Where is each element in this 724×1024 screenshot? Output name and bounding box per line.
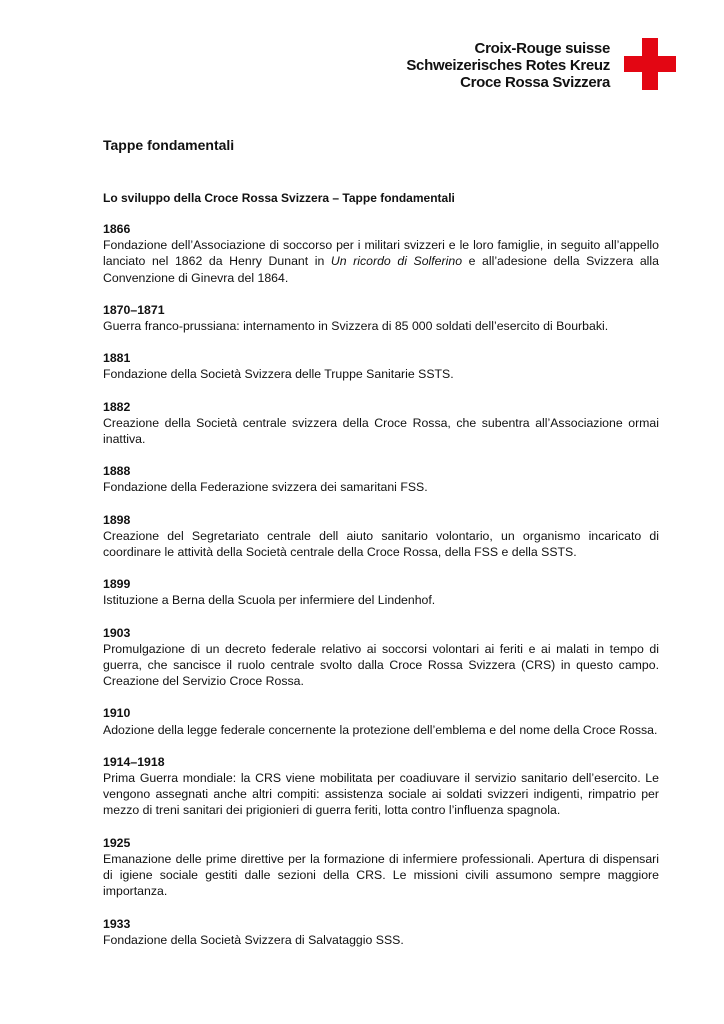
entry-year: 1866 (103, 222, 131, 236)
entry-text (103, 770, 659, 819)
entry-year: 1888 (103, 464, 131, 479)
entry-text (103, 641, 659, 690)
timeline-entry (103, 221, 659, 286)
entry-year: 1914–1918 (103, 754, 165, 769)
entry-text-part: Creazione della Società centrale svizzera della Croce Rossa, che subentra all’Associazione ormai inattiva. (103, 415, 659, 447)
entry-text (103, 415, 659, 447)
timeline-entry (103, 302, 659, 334)
entry-text (103, 318, 659, 334)
entry-text (103, 237, 659, 286)
entry-year: 1870–1871 (103, 302, 165, 317)
entry-year: 1903 (103, 625, 131, 640)
entry-year: 1882 (103, 399, 131, 414)
logo-line-italian: Croce Rossa Svizzera (460, 74, 610, 91)
entry-year: 1910 (103, 706, 131, 721)
timeline-entry (103, 576, 659, 608)
timeline-entry (103, 754, 659, 819)
entry-text (103, 479, 659, 495)
entry-text-part: Fondazione della Società Svizzera di Salvataggio SSS. (103, 932, 404, 947)
entry-text-part: Fondazione della Federazione svizzera dei samaritani FSS. (103, 480, 428, 495)
entry-text-part: Fondazione dell’Associazione di soccorso per i militari svizzeri e le loro famiglie, in seguito all’appello lanciato nel 1862 da Henry Dunant in (103, 238, 659, 269)
timeline-entry (103, 512, 659, 561)
timeline-entry (103, 399, 659, 448)
entry-text (103, 366, 659, 382)
page-title: Tappe fondamentali (103, 137, 235, 153)
timeline-entry (103, 350, 659, 382)
entry-text (103, 851, 659, 900)
entry-year: 1925 (103, 835, 131, 850)
timeline-entry (103, 625, 659, 690)
logo-line-french: Croix-Rouge suisse (474, 40, 610, 57)
timeline-entry (103, 835, 659, 900)
logo-line-german: Schweizerisches Rotes Kreuz (406, 57, 610, 74)
organization-logo-text (400, 40, 610, 91)
entry-text-part: Guerra franco-prussiana: internamento in Svizzera di 85 000 soldati dell’esercito di Bourbaki. (103, 319, 609, 334)
entry-text-part: Creazione del Segretariato centrale dell aiuto sanitario volontario, un organismo incaricato di coordinare le attività della Società centrale della Croce Rossa, della FSS e della SSTS. (103, 528, 659, 560)
red-cross-horizontal-bar (624, 56, 676, 72)
entry-text (103, 722, 659, 738)
red-cross-icon (624, 38, 676, 90)
timeline-entry (103, 916, 659, 948)
entry-text-part: Adozione della legge federale concernente la protezione dell’emblema e del nome della Croce Rossa. (103, 722, 658, 737)
entry-text-part: Fondazione della Società Svizzera delle Truppe Sanitarie SSTS. (103, 367, 454, 382)
entry-book-title: Un ricordo di Solferino (330, 254, 463, 269)
entry-text-part: Emanazione delle prime direttive per la formazione di infermiere professionali. Apertura di dispensari di igiene sociale gestiti dalle sezioni della CRS. Le missioni civili assumono sempre maggiore importanza. (103, 851, 659, 899)
entry-text-part: Istituzione a Berna della Scuola per infermiere del Lindenhof. (103, 593, 436, 608)
entry-text (103, 592, 659, 608)
timeline-entry (103, 463, 659, 495)
timeline (103, 221, 659, 964)
document-subtitle: Lo sviluppo della Croce Rossa Svizzera – Tappe fondamentali (103, 191, 455, 205)
entry-text-part: Prima Guerra mondiale: la CRS viene mobilitata per coadiuvare il servizio sanitario dell’esercito. Le vengono assegnati anche altri compiti: assistenza sociale ai soldati svizzeri indigenti, rimpatrio per mezzo di treni sanitari dei prigionieri di guerra feriti, lotta contro l’influenza spagnola. (103, 771, 659, 818)
entry-year: 1898 (103, 512, 131, 527)
entry-text (103, 932, 659, 948)
entry-text (103, 528, 659, 560)
entry-year: 1933 (103, 916, 131, 931)
entry-year: 1881 (103, 351, 131, 366)
timeline-entry (103, 705, 659, 737)
entry-year: 1899 (103, 577, 131, 592)
entry-text-part: e all’adesione della Svizzera alla Convenzione di Ginevra del 1864. (103, 254, 659, 285)
entry-text-part: Promulgazione di un decreto federale relativo ai soccorsi volontari ai feriti e ai malati in tempo di guerra, che sancisce il ruolo centrale svolto dalla Croce Rossa Svizzera (CRS) in questo campo. Creazione del Servizio Croce Rossa. (103, 641, 659, 689)
